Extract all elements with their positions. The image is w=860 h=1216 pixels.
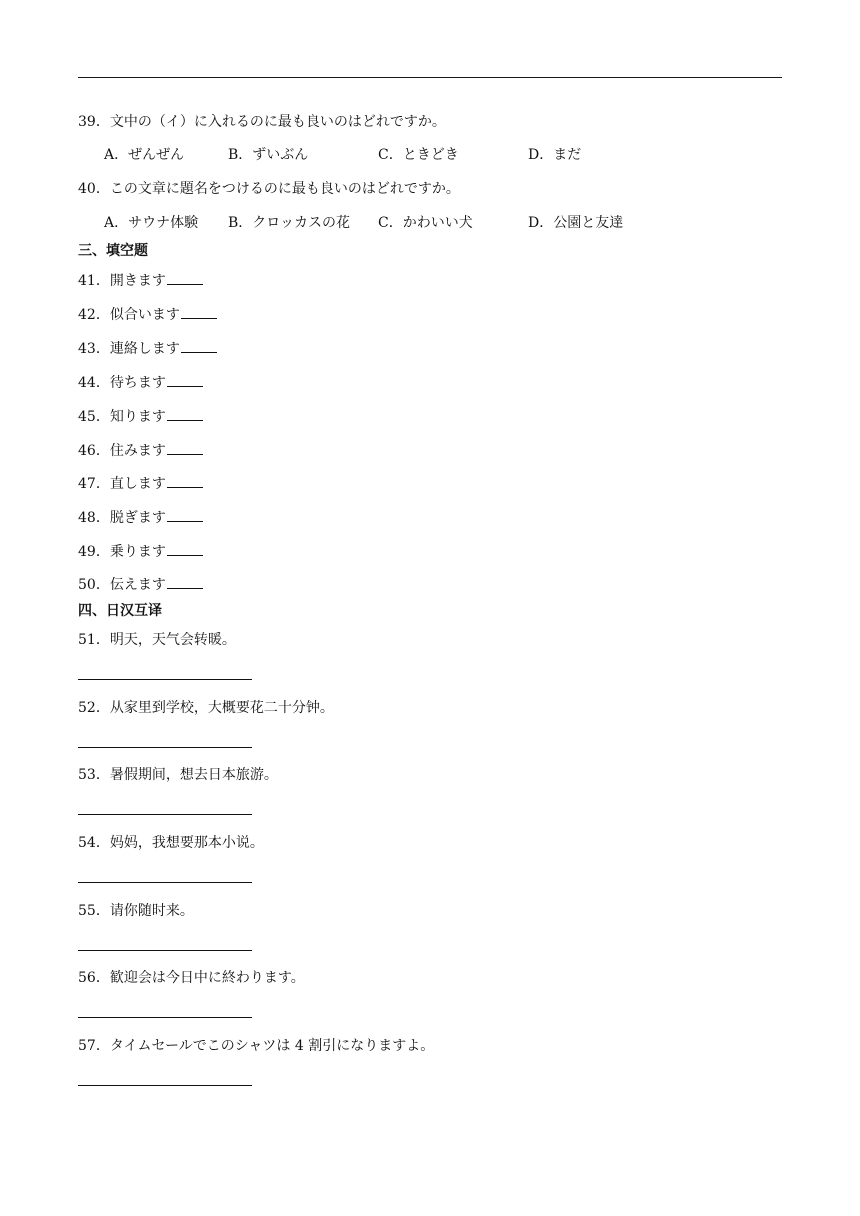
question-40 (78, 180, 460, 198)
question-number: 53． (78, 767, 110, 783)
question-text: 待ちます (109, 375, 166, 391)
question-number: 46． (78, 443, 110, 459)
question-text: 直します (109, 476, 166, 492)
question-text: 連絡します (109, 341, 180, 357)
question-text: 从家里到学校，大概要花二十分钟。 (109, 700, 334, 716)
answer-blank[interactable] (181, 304, 217, 319)
answer-line[interactable] (78, 814, 252, 815)
question-text: タイムセールでこのシャツは 4 割引になりますよ。 (109, 1038, 435, 1054)
translation-item (78, 1037, 434, 1055)
translation-item (78, 766, 278, 784)
question-text: 住みます (109, 443, 166, 459)
answer-line[interactable] (78, 1085, 252, 1086)
question-text: 妈妈，我想要那本小说。 (109, 835, 264, 851)
option-b[interactable]: B．クロッカスの花 (228, 215, 351, 231)
question-number: 54． (78, 835, 110, 851)
question-number: 57． (78, 1038, 110, 1054)
question-text: 歓迎会は今日中に終わります。 (109, 970, 305, 986)
answer-blank[interactable] (167, 440, 203, 455)
question-number: 49． (78, 544, 110, 560)
question-text: 请你随时来。 (109, 903, 194, 919)
option-b[interactable]: B．ずいぶん (228, 147, 309, 163)
answer-line[interactable] (78, 747, 252, 748)
answer-blank[interactable] (167, 406, 203, 421)
fill-item (78, 440, 203, 460)
fill-item (78, 406, 203, 426)
translation-item (78, 699, 334, 717)
answer-line[interactable] (78, 882, 252, 883)
answer-line[interactable] (78, 679, 252, 680)
fill-item (78, 541, 203, 561)
answer-blank[interactable] (167, 507, 203, 522)
question-text: 開きます (109, 273, 166, 289)
option-d[interactable]: D．公園と友達 (528, 215, 624, 231)
header-rule (78, 77, 782, 78)
question-text: 文中の（イ）に入れるのに最も良いのはどれですか。 (109, 114, 446, 130)
question-text: 伝えます (109, 577, 166, 593)
answer-line[interactable] (78, 950, 252, 951)
question-number: 42． (78, 307, 110, 323)
option-c[interactable]: C．かわいい犬 (378, 215, 473, 231)
fill-item (78, 270, 203, 290)
answer-blank[interactable] (167, 270, 203, 285)
fill-item (78, 574, 203, 594)
question-text: 知ります (109, 409, 166, 425)
fill-item (78, 507, 203, 527)
question-text: 脱ぎます (109, 510, 166, 526)
translation-item (78, 631, 236, 649)
section-title-fill-in: 三、填空题 (78, 243, 148, 259)
question-text: 似合います (109, 307, 180, 323)
option-c[interactable]: C．ときどき (378, 147, 459, 163)
question-text: この文章に題名をつけるのに最も良いのはどれですか。 (109, 181, 460, 197)
question-number: 51． (78, 632, 110, 648)
option-d[interactable]: D．まだ (528, 147, 582, 163)
fill-item (78, 473, 203, 493)
option-a[interactable]: A．サウナ体験 (104, 215, 199, 231)
answer-blank[interactable] (167, 541, 203, 556)
question-number: 43． (78, 341, 110, 357)
question-number: 39． (78, 114, 110, 130)
translation-item (78, 834, 264, 852)
question-text: 暑假期间，想去日本旅游。 (109, 767, 278, 783)
fill-item (78, 304, 217, 324)
question-number: 55． (78, 903, 110, 919)
question-39 (78, 113, 446, 131)
answer-line[interactable] (78, 1017, 252, 1018)
answer-blank[interactable] (167, 473, 203, 488)
option-a[interactable]: A．ぜんぜん (104, 147, 185, 163)
question-number: 50． (78, 577, 110, 593)
fill-item (78, 372, 203, 392)
question-number: 41． (78, 273, 110, 289)
question-number: 40． (78, 181, 110, 197)
question-number: 45． (78, 409, 110, 425)
answer-blank[interactable] (167, 574, 203, 589)
question-number: 48． (78, 510, 110, 526)
question-text: 乗ります (109, 544, 166, 560)
question-number: 44． (78, 375, 110, 391)
question-text: 明天，天气会转暖。 (109, 632, 236, 648)
question-number: 56． (78, 970, 110, 986)
fill-item (78, 338, 217, 358)
translation-item (78, 902, 194, 920)
answer-blank[interactable] (167, 372, 203, 387)
question-number: 47． (78, 476, 110, 492)
translation-item (78, 969, 305, 987)
section-title-translation: 四、日汉互译 (78, 603, 162, 619)
question-number: 52． (78, 700, 110, 716)
answer-blank[interactable] (181, 338, 217, 353)
